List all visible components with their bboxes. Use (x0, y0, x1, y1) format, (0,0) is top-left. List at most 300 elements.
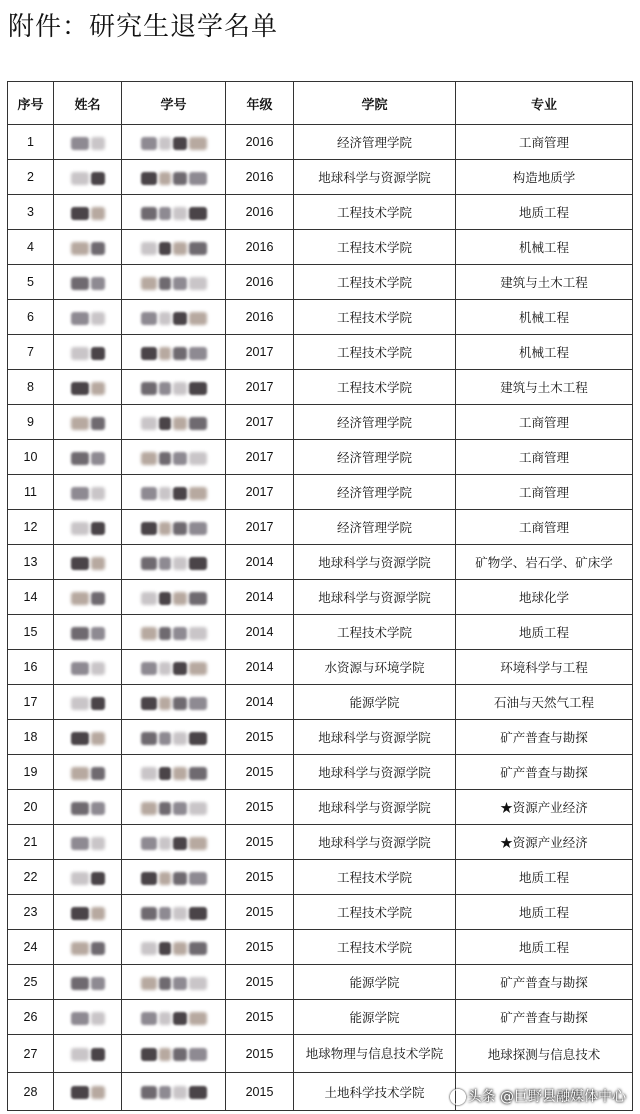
row-college: 工程技术学院 (294, 860, 456, 895)
redacted-name (54, 1035, 122, 1073)
table-row (8, 1000, 633, 1035)
redacted-student-id (122, 685, 226, 720)
row-major: 地质工程 (456, 615, 633, 650)
redaction-blur (173, 452, 187, 465)
redaction-blur (91, 872, 105, 885)
redacted-student-id (122, 335, 226, 370)
row-grade: 2017 (226, 335, 294, 370)
table-row (8, 510, 633, 545)
row-index: 20 (8, 790, 54, 825)
redaction-blur (159, 1048, 171, 1061)
redacted-name (54, 685, 122, 720)
redacted-student-id (122, 230, 226, 265)
table-row (8, 615, 633, 650)
redaction-blur (91, 662, 105, 675)
redaction-blur (141, 592, 157, 605)
row-college: 工程技术学院 (294, 335, 456, 370)
watermark-text: 头条 @巨野县融媒体中心 (467, 1089, 626, 1105)
redaction-blur (71, 557, 89, 570)
redaction-blur (91, 1048, 105, 1061)
redaction-blur (141, 242, 157, 255)
redaction-blur (71, 452, 89, 465)
row-index: 27 (8, 1035, 54, 1073)
redaction-blur (159, 837, 171, 850)
row-college: 地球科学与资源学院 (294, 545, 456, 580)
redacted-name (54, 1000, 122, 1035)
redaction-blur (71, 242, 89, 255)
row-grade: 2015 (226, 860, 294, 895)
redaction-blur (91, 767, 105, 780)
table-row (8, 860, 633, 895)
row-major: 工商管理 (456, 125, 633, 160)
redaction-blur (91, 172, 105, 185)
row-major: 矿产普查与勘探 (456, 1000, 633, 1035)
redacted-student-id (122, 650, 226, 685)
redaction-blur (71, 487, 89, 500)
redaction-blur (159, 697, 171, 710)
redaction-blur (173, 137, 187, 150)
redaction-blur (71, 347, 89, 360)
redaction-blur (189, 1012, 207, 1025)
redaction-blur (71, 417, 89, 430)
row-grade: 2014 (226, 650, 294, 685)
redaction-blur (159, 557, 171, 570)
row-grade: 2017 (226, 510, 294, 545)
redaction-blur (159, 627, 171, 640)
row-college: 工程技术学院 (294, 370, 456, 405)
redaction-blur (189, 767, 207, 780)
redaction-blur (91, 417, 105, 430)
row-major: 矿物学、岩石学、矿床学 (456, 545, 633, 580)
redaction-blur (173, 172, 187, 185)
row-college: 工程技术学院 (294, 230, 456, 265)
redaction-blur (71, 802, 89, 815)
row-major: 工商管理 (456, 475, 633, 510)
row-major: 机械工程 (456, 300, 633, 335)
redacted-student-id (122, 160, 226, 195)
redaction-blur (173, 382, 187, 395)
redacted-name (54, 860, 122, 895)
row-grade: 2014 (226, 580, 294, 615)
redaction-blur (159, 417, 171, 430)
redaction-blur (141, 837, 157, 850)
table-row (8, 230, 633, 265)
redaction-blur (189, 977, 207, 990)
row-grade: 2017 (226, 405, 294, 440)
redaction-blur (71, 662, 89, 675)
redacted-name (54, 265, 122, 300)
row-grade: 2015 (226, 930, 294, 965)
redaction-blur (91, 1086, 105, 1099)
redacted-name (54, 160, 122, 195)
header-index: 序号 (8, 82, 54, 125)
redaction-blur (91, 907, 105, 920)
redaction-blur (159, 312, 171, 325)
redacted-name (54, 370, 122, 405)
row-index: 5 (8, 265, 54, 300)
table-row (8, 545, 633, 580)
redaction-blur (189, 942, 207, 955)
table-row (8, 195, 633, 230)
row-college: 能源学院 (294, 965, 456, 1000)
table-row (8, 475, 633, 510)
redaction-blur (71, 907, 89, 920)
redaction-blur (173, 872, 187, 885)
row-college: 地球物理与信息技术学院 (294, 1035, 456, 1073)
row-grade: 2017 (226, 370, 294, 405)
redaction-blur (71, 522, 89, 535)
row-grade: 2017 (226, 475, 294, 510)
header-college: 学院 (294, 82, 456, 125)
redaction-blur (71, 872, 89, 885)
redacted-name (54, 545, 122, 580)
redaction-blur (173, 347, 187, 360)
redaction-blur (189, 172, 207, 185)
redaction-blur (91, 137, 105, 150)
row-college: 工程技术学院 (294, 300, 456, 335)
redaction-blur (159, 382, 171, 395)
redacted-student-id (122, 860, 226, 895)
row-index: 1 (8, 125, 54, 160)
redaction-blur (189, 487, 207, 500)
redaction-blur (189, 137, 207, 150)
redaction-blur (173, 627, 187, 640)
redaction-blur (141, 942, 157, 955)
redaction-blur (159, 872, 171, 885)
redaction-blur (141, 417, 157, 430)
row-index: 9 (8, 405, 54, 440)
redaction-blur (159, 172, 171, 185)
redaction-blur (173, 1086, 187, 1099)
redaction-blur (189, 732, 207, 745)
row-college: 地球科学与资源学院 (294, 790, 456, 825)
redaction-blur (91, 837, 105, 850)
redacted-student-id (122, 965, 226, 1000)
redaction-blur (159, 1086, 171, 1099)
redacted-name (54, 405, 122, 440)
redacted-student-id (122, 545, 226, 580)
redacted-name (54, 475, 122, 510)
redaction-blur (91, 522, 105, 535)
redaction-blur (159, 802, 171, 815)
row-major: 工商管理 (456, 510, 633, 545)
redaction-blur (189, 592, 207, 605)
table-body (8, 125, 633, 1111)
row-index: 21 (8, 825, 54, 860)
redaction-blur (189, 872, 207, 885)
redaction-blur (173, 487, 187, 500)
redaction-blur (141, 347, 157, 360)
redacted-student-id (122, 265, 226, 300)
redaction-blur (173, 942, 187, 955)
redacted-name (54, 510, 122, 545)
redaction-blur (91, 452, 105, 465)
row-college: 工程技术学院 (294, 615, 456, 650)
redaction-blur (91, 802, 105, 815)
redaction-blur (141, 872, 157, 885)
redaction-blur (159, 732, 171, 745)
row-index: 11 (8, 475, 54, 510)
redaction-blur (91, 347, 105, 360)
row-grade: 2015 (226, 790, 294, 825)
redaction-blur (189, 907, 207, 920)
table-row (8, 755, 633, 790)
redaction-blur (189, 347, 207, 360)
redaction-blur (71, 277, 89, 290)
row-grade: 2015 (226, 895, 294, 930)
redaction-blur (91, 1012, 105, 1025)
redaction-blur (141, 557, 157, 570)
redacted-student-id (122, 370, 226, 405)
redaction-blur (71, 592, 89, 605)
redaction-blur (91, 557, 105, 570)
row-grade: 2017 (226, 440, 294, 475)
row-major: 石油与天然气工程 (456, 685, 633, 720)
row-college: 土地科学技术学院 (294, 1073, 456, 1111)
header-grade: 年级 (226, 82, 294, 125)
table-row (8, 790, 633, 825)
redaction-blur (91, 697, 105, 710)
redaction-blur (159, 592, 171, 605)
row-grade: 2015 (226, 965, 294, 1000)
redaction-blur (91, 207, 105, 220)
redaction-blur (141, 1012, 157, 1025)
redacted-student-id (122, 475, 226, 510)
redacted-name (54, 615, 122, 650)
row-major: 矿产普查与勘探 (456, 755, 633, 790)
redaction-blur (173, 662, 187, 675)
redaction-blur (141, 1048, 157, 1061)
row-grade: 2014 (226, 615, 294, 650)
redaction-blur (173, 767, 187, 780)
table-row (8, 335, 633, 370)
redaction-blur (189, 662, 207, 675)
redacted-name (54, 720, 122, 755)
redaction-blur (159, 487, 171, 500)
row-major: 建筑与土木工程 (456, 265, 633, 300)
redacted-name (54, 300, 122, 335)
row-index: 23 (8, 895, 54, 930)
redaction-blur (159, 242, 171, 255)
redaction-blur (141, 732, 157, 745)
row-major: 地质工程 (456, 895, 633, 930)
header-major: 专业 (456, 82, 633, 125)
redaction-blur (189, 312, 207, 325)
redaction-blur (189, 837, 207, 850)
redaction-blur (173, 522, 187, 535)
row-grade: 2016 (226, 125, 294, 160)
row-college: 经济管理学院 (294, 440, 456, 475)
redaction-blur (189, 627, 207, 640)
redacted-student-id (122, 300, 226, 335)
redaction-blur (91, 382, 105, 395)
redaction-blur (189, 277, 207, 290)
redaction-blur (173, 592, 187, 605)
row-grade: 2014 (226, 545, 294, 580)
row-college: 能源学院 (294, 1000, 456, 1035)
redaction-blur (71, 697, 89, 710)
header-name: 姓名 (54, 82, 122, 125)
row-college: 工程技术学院 (294, 930, 456, 965)
redaction-blur (173, 557, 187, 570)
redaction-blur (173, 697, 187, 710)
redaction-blur (159, 662, 171, 675)
row-major: 机械工程 (456, 230, 633, 265)
row-index: 19 (8, 755, 54, 790)
row-index: 25 (8, 965, 54, 1000)
redaction-blur (71, 382, 89, 395)
row-college: 经济管理学院 (294, 125, 456, 160)
row-major: 环境科学与工程 (456, 650, 633, 685)
row-index: 16 (8, 650, 54, 685)
row-grade: 2016 (226, 160, 294, 195)
redaction-blur (71, 207, 89, 220)
redacted-student-id (122, 1035, 226, 1073)
row-college: 水资源与环境学院 (294, 650, 456, 685)
redacted-name (54, 650, 122, 685)
row-index: 2 (8, 160, 54, 195)
row-index: 4 (8, 230, 54, 265)
redacted-student-id (122, 125, 226, 160)
redacted-student-id (122, 1000, 226, 1035)
redacted-name (54, 930, 122, 965)
redaction-blur (71, 1086, 89, 1099)
table-row (8, 300, 633, 335)
row-index: 6 (8, 300, 54, 335)
table-row (8, 160, 633, 195)
redacted-student-id (122, 440, 226, 475)
redaction-blur (91, 592, 105, 605)
redaction-blur (71, 767, 89, 780)
redaction-blur (173, 977, 187, 990)
redaction-blur (141, 312, 157, 325)
redaction-blur (189, 1048, 207, 1061)
row-college: 经济管理学院 (294, 510, 456, 545)
redaction-blur (91, 977, 105, 990)
table-row (8, 685, 633, 720)
redaction-blur (189, 452, 207, 465)
row-college: 工程技术学院 (294, 195, 456, 230)
redaction-blur (173, 732, 187, 745)
row-college: 能源学院 (294, 685, 456, 720)
redacted-name (54, 195, 122, 230)
redaction-blur (141, 767, 157, 780)
redaction-blur (141, 802, 157, 815)
redacted-student-id (122, 405, 226, 440)
redaction-blur (141, 487, 157, 500)
redaction-blur (189, 697, 207, 710)
redaction-blur (159, 767, 171, 780)
row-index: 24 (8, 930, 54, 965)
redaction-blur (141, 1086, 157, 1099)
redaction-blur (159, 277, 171, 290)
redaction-blur (91, 732, 105, 745)
row-major: 矿产普查与勘探 (456, 720, 633, 755)
redaction-blur (141, 172, 157, 185)
table-row (8, 265, 633, 300)
redaction-blur (173, 277, 187, 290)
row-index: 15 (8, 615, 54, 650)
redaction-blur (91, 312, 105, 325)
row-college: 工程技术学院 (294, 265, 456, 300)
row-index: 18 (8, 720, 54, 755)
row-major: 建筑与土木工程 (456, 370, 633, 405)
row-college: 经济管理学院 (294, 475, 456, 510)
row-college: 地球科学与资源学院 (294, 580, 456, 615)
redaction-blur (173, 837, 187, 850)
row-major: 地质工程 (456, 860, 633, 895)
redaction-blur (71, 627, 89, 640)
row-major: 工商管理 (456, 405, 633, 440)
row-college: 地球科学与资源学院 (294, 755, 456, 790)
table-row (8, 720, 633, 755)
redaction-blur (159, 942, 171, 955)
redaction-blur (91, 242, 105, 255)
row-index: 17 (8, 685, 54, 720)
redacted-name (54, 440, 122, 475)
redacted-student-id (122, 615, 226, 650)
row-major: ★资源产业经济 (456, 790, 633, 825)
redaction-blur (189, 417, 207, 430)
redacted-student-id (122, 755, 226, 790)
redaction-blur (173, 802, 187, 815)
table-row (8, 965, 633, 1000)
row-college: 地球科学与资源学院 (294, 160, 456, 195)
redaction-blur (159, 977, 171, 990)
redacted-name (54, 580, 122, 615)
redaction-blur (159, 347, 171, 360)
redaction-blur (173, 1048, 187, 1061)
row-major: 地球探测与信息技术 (456, 1035, 633, 1073)
redacted-student-id (122, 580, 226, 615)
row-major: 机械工程 (456, 335, 633, 370)
redaction-blur (91, 942, 105, 955)
row-college: 地球科学与资源学院 (294, 720, 456, 755)
redacted-name (54, 335, 122, 370)
table-row (8, 825, 633, 860)
row-grade: 2015 (226, 720, 294, 755)
row-grade: 2015 (226, 825, 294, 860)
row-grade: 2015 (226, 755, 294, 790)
redaction-blur (71, 837, 89, 850)
redaction-blur (189, 557, 207, 570)
table-row (8, 125, 633, 160)
row-grade: 2014 (226, 685, 294, 720)
redacted-student-id (122, 510, 226, 545)
row-index: 12 (8, 510, 54, 545)
row-major: 地球化学 (456, 580, 633, 615)
redacted-name (54, 755, 122, 790)
row-college: 经济管理学院 (294, 405, 456, 440)
redaction-blur (189, 522, 207, 535)
redacted-name (54, 895, 122, 930)
redaction-blur (71, 977, 89, 990)
watermark (450, 1086, 626, 1106)
redaction-blur (71, 137, 89, 150)
redaction-blur (159, 207, 171, 220)
row-college: 地球科学与资源学院 (294, 825, 456, 860)
redaction-blur (189, 242, 207, 255)
redacted-student-id (122, 790, 226, 825)
redacted-name (54, 965, 122, 1000)
redaction-blur (141, 522, 157, 535)
redaction-blur (173, 417, 187, 430)
redaction-blur (141, 382, 157, 395)
redaction-blur (173, 1012, 187, 1025)
redaction-blur (141, 277, 157, 290)
table-row (8, 1035, 633, 1073)
redaction-blur (71, 942, 89, 955)
